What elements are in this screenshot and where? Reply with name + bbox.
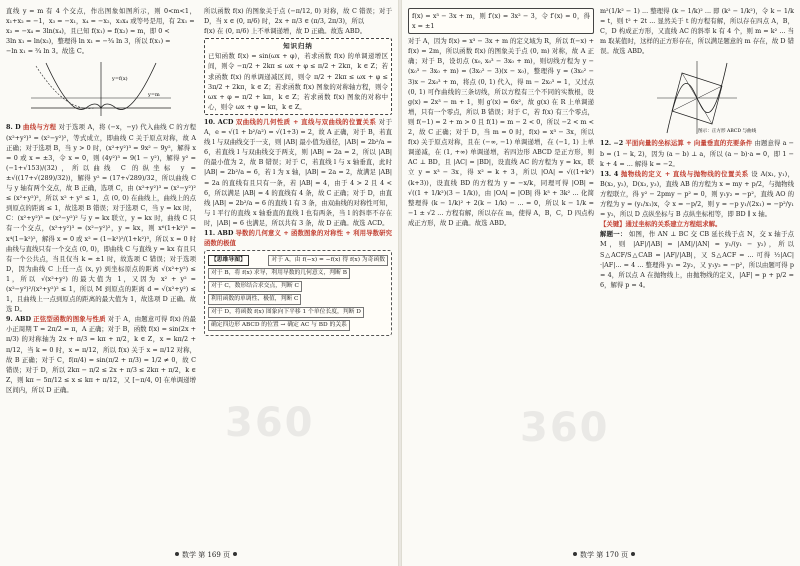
answer-label: 9. ABD — [6, 315, 31, 324]
answer-label: 8. D — [6, 123, 21, 132]
problem-13 — [600, 169, 794, 219]
right-column-2 — [600, 6, 794, 546]
mind-map-node-c: 对于 C，数形结合求交点，判断 C — [208, 281, 302, 292]
problem-8 — [6, 122, 196, 314]
paragraph: 直线 y = m 有 4 个交点，作出图象如图所示，则 0<m<1，x₁+x₂ = −1，x₃ = −x₁，x₄ = −x₂，x₃x₄ 或等号是用，有 2x₁ = — [6, 7, 196, 26]
solution-text: 对于选项 A，将 (−x，−y) 代入曲线 C 的方程 (x²+y²)³ = (x²−y²)²，等式成立，即曲线 C 关于原点对称，故 A 正确；对于选项 B，当 y > 0 时，(x²+y²)³ = 9x² − 9y²，解得 x = 0 或 x = ±3，令 x = 0，则 (4y²)³ = 9(1 − y²)，解得 y² = (−1+√153)/(32)，所以曲线 C 的纵坐标 y = ±√((17+√(289)/32))，解得 y² = (17+√289)/32，所以曲线 C 与 y 轴有两个交点，故 B 正确，选项 C，由 (x²+y²)³ = (x²−y²)² ≤ (x²+y²)²，所以 x² + y² ≤ 1，点 (0, 0) 在曲线上，曲线上的点到原点的距离 ≤ 1，故选项 B 错误；对于选项 C，当 y = kx 时，C：(x²+y²)³ = (x²−y²)² 与 y = kx 联立，y = kx 时，曲线 C 只有一个交点，(x²+y²)³ = (x²−y²)²，y = kx，则 x⁶(1+k²)³ = x⁴(1−k²)²，解得 x = 0 或 x² = (1−k²)²/(1+k²)³，所以 x = 0 时曲线与直线只有一个交点 (0, 0)，即曲线 C 与直线 y = kx 有且只有一个公共点，当且仅当 k = ±1 时，故选项 C 错误；对于选项 D，因为曲线 C 上任一点 (x, y) 到坐标原点的距离 √(x²+y²) ≤ 1，所以 √(x²+y²) 的最大值为 1，又因为 x² + y² = (x²−y²)²/(x²+y²)² ≤ 1，所以 M 到原点的距离 d = √(x²+y²) ≤ 1，且曲线上一点到原点的距离的最大值为 1，故选项 D 正确。故选 D。 — [6, 123, 197, 314]
topic-tag: 平面向量的坐标运算 + 向量垂直的充要条件 — [625, 139, 753, 148]
square-graph-figure — [652, 58, 757, 136]
solution-label: 解题一： — [600, 230, 627, 239]
mind-map-node-b: 对于 B，将 f(x) 求导，利用导数的几何意义，判断 B — [208, 268, 350, 279]
solution-text: 如图，作 AN ⊥ BC 交 CB 延长线于点 N，交 x 轴于点 M，则 |AF|/|AB| = |AM|/|AN| = y₁/(y₁ − y₂)，所以 S△ACF/S△CAB = |AF|/|AB|，又 S△ACF = ... 可得 ½|AC|·|AF|... = 4 ... 整理得 y₁ = 2y₂，又 y₁y₂ = −p²，所以由题可得 p = 4，所以点 A 在抛物线上，由抛物线的定义，|AF| = p + p/2 = 6，解得 p = 4。 — [600, 230, 794, 289]
problem-9 — [6, 314, 196, 395]
mind-map-node-right: 利用函数的单调性、极值，判断 C — [208, 294, 301, 305]
paragraph: 对于 A，因为 f(x) = x³ − 3x + m 的定义域为 R，所以 f(−x) + f(x) = 2m，所以函数 f(x) 的图象关于点 (0, m) 对称，故 A 正确；对于 B，设切点 (x₀, x₀³ − 3x₀ + m)，则切线方程为 y − (x₀³ − 3x₀ + m) = (3x₀² − 3)(x − x₀)，整理得 y = (3x₀² − 3)x − 2x₀³ + m，将点 (0, 1) 代入，得 m − 2x₀³ = 1，又过点 (0, 1) 可作曲线的三条切线，所以方程有三个不同的实数根，设 g(x) = 2x³ − m + 1，则 g′(x) = 6x²，故 g(x) 在 R 上单调递增，只有一个零点，所以 B 错误；对于 C，若 f(x) 有三个零点，则 f(−1) = 2 + m > 0 且 f(1) = m − 2 < 0，所以 −2 < m < 2，故 C 正确；对于 D，当 m = 0 时，f(x) = x³ − 3x，所以 f(x) 关于原点对称，且在 (−∞, −1) 单调递增，在 (−1, 1) 上单调递减，在 (1, +∞) 单调递增，若四边形 ABCD 是正方形，则 AC ⊥ BD，且 |AC| = |BD|，设直线 AC 的方程为 y = kx，联立 y = x³ − 3x，得 x² = k + 3，所以 |OA| = √((1+k²)(k+3))，设直线 BD 的方程为 y = −x/k，同理可得 |OB| = √((1 + 1/k²)(3 − 1/k))，由 |OA| = |OB| 得 k³ + 3k² ... 化简整理得 (k − 1/k)² + 2(k − 1/k) − ... = 0，所以 k − 1/k = −1 ± √2 ... 方程有解，所以存在 m，使得 A，B，C，D 四点构成正方形，故 D 正确。故选 ABD。 — [408, 37, 594, 227]
paragraph: −ln x₁ = ¾ ln 3。故选 C。 — [6, 47, 89, 56]
knowledge-box — [204, 38, 392, 115]
footer-subject: 数学 — [580, 551, 594, 559]
left-page — [0, 0, 398, 566]
key-note: 【关键】通过坐标的关系建立方程组求解。 — [600, 220, 722, 229]
answer-label: 11. ABD — [204, 228, 234, 237]
function-graph-figure — [26, 58, 176, 120]
answer-label: 13. 4 — [600, 169, 619, 178]
mind-map-node-d: 对于 D，将函数 f(x) 图象向下平移 1 个单位长度，判断 D — [208, 307, 364, 318]
knowledge-box-text: 已知函数 f(x) = sin(ωx + φ)，若求函数 f(x) 的单调递增区间，则令 −π/2 + 2kπ ≤ ωx + φ ≤ π/2 + 2kπ，k ∈ Z；若求函数 f(x) 的单调递减区间，则令 π/2 + 2kπ ≤ ωx + φ ≤ 3π/2 + 2kπ，k ∈ Z；若求函数 f(x) 图象的对称轴方程，则令 ωx + φ = π/2 + kπ，k ∈ Z；若求函数 f(x) 图象的对称中心，则令 ωx + φ = kπ，k ∈ Z。 — [208, 52, 388, 111]
paragraph: f(x) 在 (0, π/6) 上不单调递增，故 D 正确。故选 ABD。 — [204, 27, 367, 36]
right-page-footer — [570, 550, 638, 560]
problem-10 — [204, 117, 392, 228]
solution-text: 对于 A，e = √(1 + b²/a²) = √(1+3) = 2，故 A 正确，对于 B，若直线 l 与双曲线交于一支，则 |AB| 最小值为通径，|AB| = 2b²/a = 6，若直线 l 与双曲线交于两支，则 |AB| = 2a = 2，所以 |AB| 的最小值为 2，故 B 错误；对于 C，若直线 l 与 x 轴垂直，此时 |AB| = 2b²/a = 6，若 l 为 x 轴，|AB| = 2a = 2，故满足 |AB| = 2a 的直线有且只有一条，若 |AB| = 4，由于 4 > 2 且 4 < 6，所以满足 |AB| = 4 的直线有 4 条，故 C 正确；对于 D，由直线 |AB| = 2b²/a = 6 的直线 l 有 3 条，由双曲线的对称性可知，与 l 平行的直线 x 轴垂直的直线 l 也有两条，当 l 的斜率不存在时，|AB| = 6 也满足，所以共有 3 条，故 D 正确。故选 ACD。 — [204, 117, 393, 227]
graph-label-fx: y=f(x) — [112, 76, 128, 83]
mind-map-node-a: 对于 A，由 f(−x) = −f(x) 得 f(x) 为奇函数 — [268, 255, 388, 266]
right-page — [402, 0, 800, 566]
answer-label: 12. −2 — [600, 139, 624, 148]
knowledge-box-title: 知识归纳 — [283, 42, 313, 51]
right-column-1 — [408, 6, 594, 546]
mind-map — [204, 250, 392, 336]
mind-map-title: 【思维导图】 — [208, 255, 249, 266]
topic-tag: 双曲线的几何性质 + 直线与双曲线的位置关系 — [235, 117, 377, 126]
graph-label-ym: y=m — [148, 92, 160, 99]
formula-box: f(x) = x³ − 3x + m，则 f′(x) = 3x² − 3，令 f′(x) = 0，得 x = ±1 — [408, 8, 594, 34]
problem-11 — [204, 228, 392, 248]
paragraph: 3ln x₁ = ln(x₂)，整理得 ln x₁ = −¾ ln 3，所以 f(x₁) = — [6, 37, 171, 46]
left-page-footer — [172, 550, 240, 560]
paragraph: 所以函数 f(x) 的图象关于点 (−π/12, 0) 对称，故 C 错误；对于 D，当 x ∈ (0, π/6) 时，2x + π/3 ∈ (π/3, 2π/3)，所以 — [204, 7, 392, 26]
footer-subject: 数学 — [182, 551, 196, 559]
mind-map-node-bottom: 确定四边形 ABCD 的位置 → 确定 AC 与 BD 的关系 — [208, 320, 350, 331]
paragraph: m²(1/k² − 1) ... 整理得 (k − 1/k)² ... 即 (k² − 1/k²)，令 k − 1/k = t，则 t² + 2t ... 显然关于 t 的方程有解，所以存在四点 A，B，C，D 构成正方形，又直线 AC 的斜率 k 有 4 个，则 m = k² ... 当 m 取某值时，这样的正方形存在，所以满足题意的 m 存在，故 D 错误。故选 ABD。 — [600, 7, 794, 56]
footer-page-number: 第 170 页 — [596, 551, 629, 559]
paragraph: x₃ = −x₄ = 3ln(x₄)，且已知 f(x₁) = f(x₂) = m，即 0 < — [6, 27, 170, 36]
problem-12 — [600, 138, 794, 168]
solution-text: 对于 A，由题意可得 f(x) 的最小正周期 T = 2π/2 = π，A 正确；对于 B，函数 f(x) = sin(2x + π/3) 的对称轴为 2x + π/3 = kπ + π/2，k ∈ Z，x = kπ/2 + π/12，当 k = 0 时，x = π/12，所以 f(x) 关于 x = π/12 对称，故 B 正确；对于 C，f(π/4) = sin(π/2 + π/3) = 1/2 ≠ 0，故 C 错误；对于 D，所以 2kπ − π/2 ≤ 2x + π/3 ≤ 2kπ + π/2，k ∈ Z，则 kπ − 5π/12 ≤ x ≤ kπ + π/12，又 [−π/4, 0] 在单调递增区间内，所以 D 正确。 — [6, 315, 196, 394]
topic-tag: 曲线与方程 — [23, 123, 57, 132]
answer-label: 10. ACD — [204, 117, 234, 126]
curve-dashed — [36, 66, 94, 108]
solution-text: 由题意得 a − b = (1 − k, 2)，因为 (a − b) ⊥ a，所以 (a − b)·a = 0，即 1 − k + 4 = ... 解得 k = −2。 — [600, 139, 794, 168]
solution-one — [600, 229, 794, 290]
left-column-1 — [6, 6, 196, 546]
solution-text: 设 A(x₁, y₁)，B(x₂, y₂)，D(x₃, y₃)，直线 AB 的方程为 x = my + p/2，与抛物线方程联立，得 y² − 2pmy − p² = 0，则 y₁y₂ = −p²，直线 AO 的方程为 y = (y₁/x₁)x，令 x = −p/2，则 y = −p y₁/(2x₁) = −p²/y₁ = y₂，所以 D 点纵坐标与 B 点纵坐标相等，即 BD ∥ x 轴。 — [600, 169, 794, 219]
footer-page-number: 第 169 页 — [198, 551, 231, 559]
figure-caption: 图示：正方形 ABCD 与曲线 — [698, 129, 757, 135]
topic-tag: 正弦型函数的图象与性质 — [33, 315, 106, 324]
left-column-2 — [204, 6, 392, 546]
topic-tag: 导数的几何意义 + 函数图象的对称性 + 利用导数研究函数的极值 — [204, 228, 392, 248]
topic-tag: 抛物线的定义 + 直线与抛物线的位置关系 — [620, 169, 749, 178]
